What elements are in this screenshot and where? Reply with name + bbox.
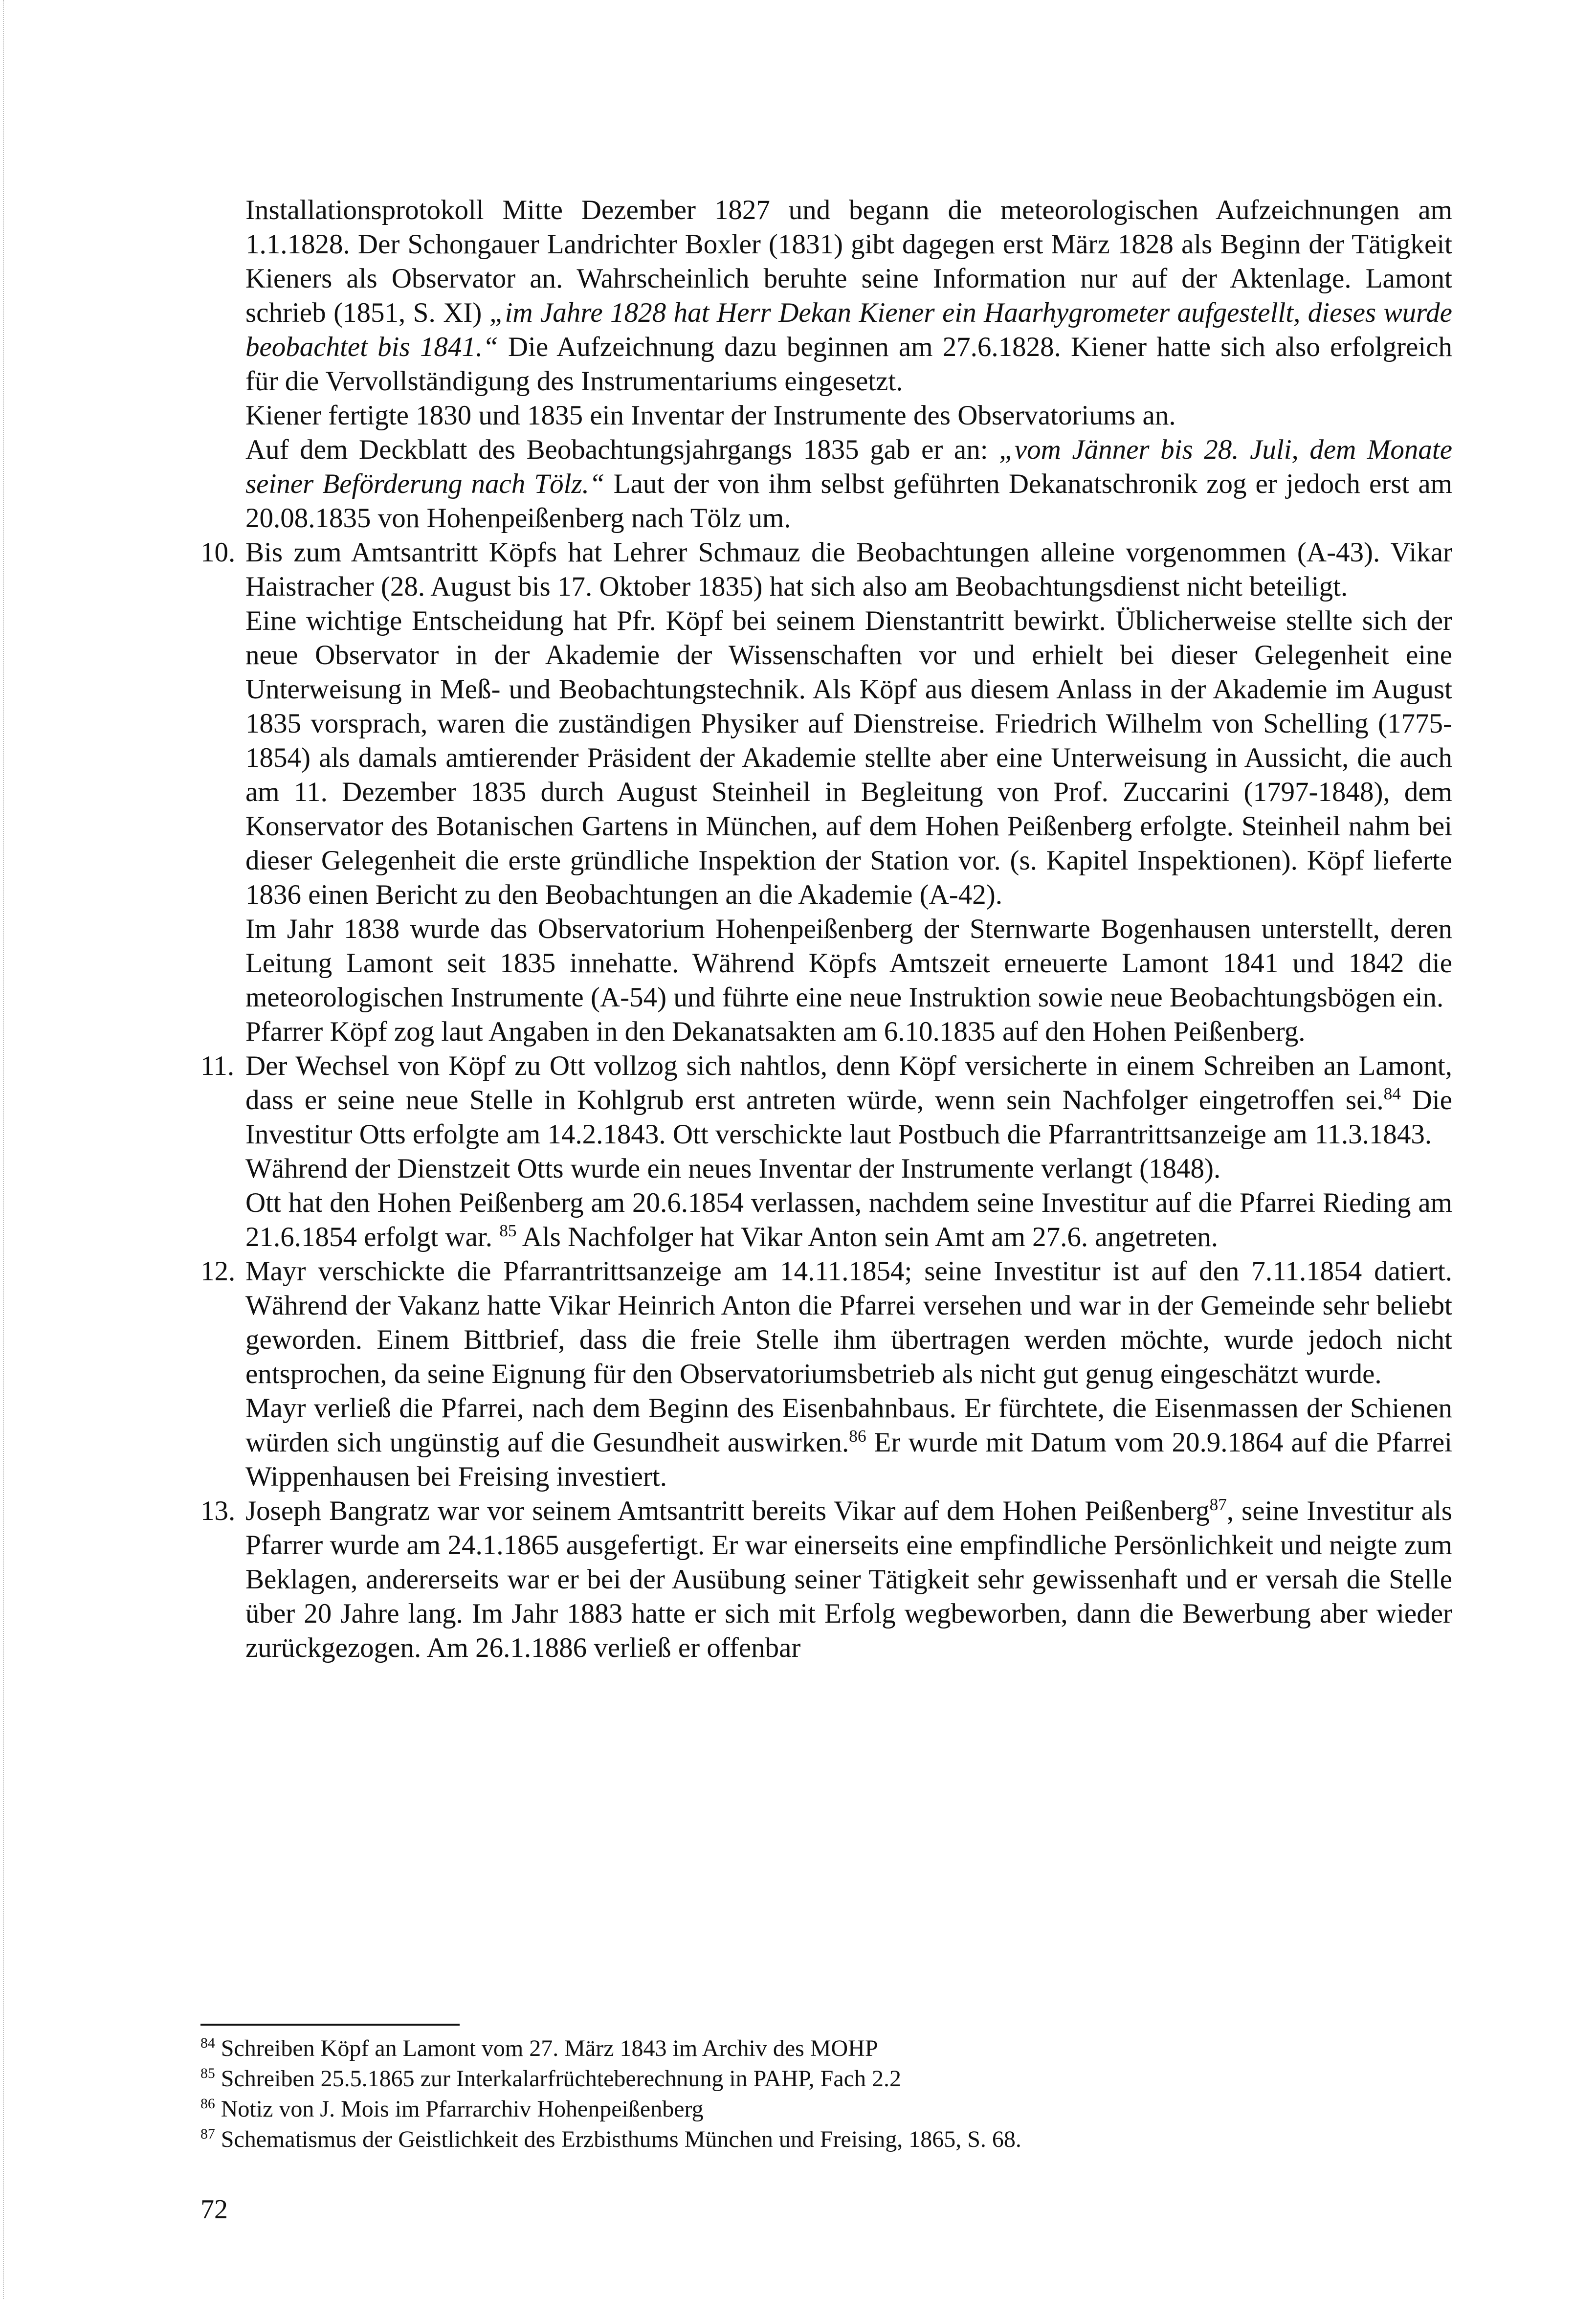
list-item-11 [200, 1049, 1452, 1254]
continued-item-paragraphs [200, 193, 1452, 536]
quotation: „vom Jänner bis 28. Juli, dem Monate seiner Beförderung nach Tölz.“ [245, 434, 1452, 499]
scan-page-edge [0, 0, 4, 2299]
footnote-ref[interactable]: 87 [1209, 1495, 1227, 1514]
item-number: 12. [200, 1256, 236, 1287]
footnotes [200, 2033, 1452, 2155]
paragraph: Mayr verschickte die Pfarrantrittsanzeige am 14.11.1854; seine Investitur ist auf den 7.11.1854 datiert. Während der Vakanz hatte Vikar Heinrich Anton die Pfarrei versehen und war in der Gemeinde sehr beliebt geworden. Einem Bittbrief, dass die freie Stelle ihm übertragen werden möchte, wurde jedoch nicht entsprochen, da seine Eignung für den Observatoriumsbetrieb als nicht gut genug eingeschätzt wurde. [245, 1256, 1452, 1389]
item-number: 10. [200, 537, 236, 568]
paragraph: Eine wichtige Entscheidung hat Pfr. Köpf bei seinem Dienstantritt bewirkt. Üblicherweise stellte sich der neue Observator in der Akademie der Wissenschaften vor und erhielt bei dieser Gelegenheit eine Unterweisung in Meß- und Beobachtungstechnik. Als Köpf aus diesem Anlass in der Akademie im August 1835 vorsprach, waren die zuständigen Physiker auf Dienstreise. Friedrich Wilhelm von Schelling (1775-1854) als damals amtierender Präsident der Akademie stellte aber eine Unterweisung in Aussicht, die auch am 11. Dezember 1835 durch August Steinheil in Begleitung von Prof. Zuccarini (1797-1848), dem Konservator des Botanischen Gartens in München, auf dem Hohen Peißenberg erfolgte. Steinheil nahm bei dieser Gelegenheit die erste gründliche Inspektion der Station vor. (s. Kapitel Inspektionen). Köpf lieferte 1836 einen Bericht zu den Beobachtungen an die Akademie (A-42). [245, 605, 1452, 910]
item-number: 13. [200, 1495, 236, 1526]
paragraph: Während der Dienstzeit Otts wurde ein neues Inventar der Instrumente verlangt (1848). [245, 1153, 1221, 1184]
page-number: 72 [200, 2194, 228, 2225]
paragraph: Im Jahr 1838 wurde das Observatorium Hohenpeißenberg der Sternwarte Bogenhausen unterstellt, deren Leitung Lamont seit 1835 innehatte. Während Köpfs Amtszeit erneuerte Lamont 1841 und 1842 die meteorologischen Instrumente (A-54) und führte eine neue Instruktion sowie neue Beobachtungsbögen ein. [245, 914, 1452, 1013]
paragraph: Installationsprotokoll Mitte Dezember 1827 und begann die meteorologischen Aufzeichnungen am 1.1.1828. Der Schongauer Landrichter Boxler (1831) gibt dagegen erst März 1828 als Beginn der Tätigkeit Kieners als Observator an. Wahrscheinlich beruhte seine Information nur auf der Aktenlage. Lamont schrieb (1851, S. XI) „im Jahre 1828 hat Herr Dekan Kiener ein Haarhygrometer aufgestellt, dieses wurde beobachtet bis 1841.“ Die Aufzeichnung dazu beginnen am 27.6.1828. Kiener hatte sich also erfolgreich für die Vervollständigung des Instrumentariums eingesetzt. [245, 195, 1452, 397]
footnote-ref[interactable]: 85 [499, 1221, 517, 1240]
paragraph: Bis zum Amtsantritt Köpfs hat Lehrer Schmauz die Beobachtungen alleine vorgenommen (A-43). Vikar Haistracher (28. August bis 17. Oktober 1835) hat sich also am Beobachtungsdienst nicht beteiligt. [245, 537, 1452, 602]
paragraph: Pfarrer Köpf zog laut Angaben in den Dekanatsakten am 6.10.1835 auf den Hohen Peißenberg. [245, 1016, 1306, 1047]
list-item-12 [200, 1254, 1452, 1494]
paragraph: Der Wechsel von Köpf zu Ott vollzog sich nahtlos, denn Köpf versicherte in einem Schreiben an Lamont, dass er seine neue Stelle in Kohlgrub erst antreten würde, wenn sein Nachfolger eingetroffen sei.$^{84}$ Die Investitur Otts erfolgte am 14.2.1843. Ott verschickte laut Postbuch die Pfarrantrittsanzeige am 11.3.1843. [245, 1050, 1452, 1150]
footnote-86: $^{86}$ Notiz von J. Mois im Pfarrarchiv Hohenpeißenberg [200, 2096, 704, 2122]
quotation: „im Jahre 1828 hat Herr Dekan Kiener ein Haarhygrometer aufgestellt, dieses wurde beobachtet bis 1841.“ [245, 297, 1452, 362]
paragraph: Mayr verließ die Pfarrei, nach dem Beginn des Eisenbahnbaus. Er fürchtete, die Eisenmassen der Schienen würden sich ungünstig auf die Gesundheit auswirken.$^{86}$ Er wurde mit Datum vom 20.9.1864 auf die Pfarrei Wippenhausen bei Freising investiert. [245, 1393, 1452, 1492]
item-number: 11. [200, 1050, 235, 1081]
footnote-85: $^{85}$ Schreiben 25.5.1865 zur Interkalarfrüchteberechnung in PAHP, Fach 2.2 [200, 2065, 901, 2092]
list-item-10 [200, 536, 1452, 1049]
paragraph: Kiener fertigte 1830 und 1835 ein Inventar der Instrumente des Observatoriums an. [245, 400, 1176, 431]
footnote-divider [200, 2024, 460, 2026]
footnote-87: $^{87}$ Schematismus der Geistlichkeit des Erzbisthums München und Freising, 1865, S. 68. [200, 2126, 1021, 2152]
list-item-13 [200, 1494, 1452, 1665]
footnote-ref[interactable]: 86 [849, 1427, 866, 1446]
paragraph: Ott hat den Hohen Peißenberg am 20.6.1854 verlassen, nachdem seine Investitur auf die Pfarrei Rieding am 21.6.1854 erfolgt war. $^{85}$ Als Nachfolger hat Vikar Anton sein Amt am 27.6. angetreten. [245, 1187, 1452, 1252]
footnote-84: $^{84}$ Schreiben Köpf an Lamont vom 27. März 1843 im Archiv des MOHP [200, 2035, 878, 2061]
paragraph: Joseph Bangratz war vor seinem Amtsantritt bereits Vikar auf dem Hohen Peißenberg$^{87}$, seine Investitur als Pfarrer wurde am 24.1.1865 ausgefertigt. Er war einerseits eine empfindliche Persönlichkeit und neigte zum Beklagen, andererseits war er bei der Ausübung seiner Tätigkeit sehr gewissenhaft und er versah die Stelle über 20 Jahre lang. Im Jahr 1883 hatte er sich mit Erfolg wegbeworben, dann die Bewerbung aber wieder zurückgezogen. Am 26.1.1886 verließ er offenbar [245, 1495, 1453, 1663]
paragraph: Auf dem Deckblatt des Beobachtungsjahrgangs 1835 gab er an: „vom Jänner bis 28. Juli, dem Monate seiner Beförderung nach Tölz.“ Laut der von ihm selbst geführten Dekanatschronik zog er jedoch erst am 20.08.1835 von Hohenpeißenberg nach Tölz um. [245, 434, 1452, 534]
footnote-ref[interactable]: 84 [1383, 1084, 1401, 1103]
main-text [200, 193, 1452, 1665]
